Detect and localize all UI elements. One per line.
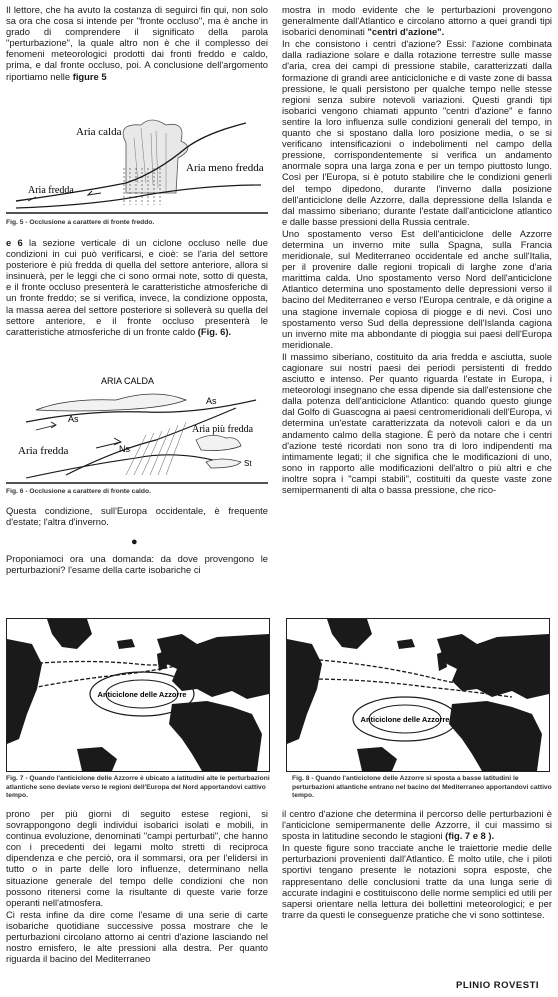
figure-ref: figure 5 — [72, 70, 107, 82]
label-less-cold-air: Aria meno fredda — [186, 162, 264, 174]
paragraph-text: la sezione verticale di un ciclone occluso nelle due condizioni in cui può verificarsi, e cioè: se l'aria del settore posteriore è più fredda di quella del settore anteriore, allora si insinuerà, per le leggi che ci sono ormai note, sotto di questa, e il fronte occluso presenterà le caratteristiche atmosferiche di un fronte freddo; se si verifica, invece, la condizione opposta, la massa aerea del settore posteriore si solleverà su quella del settore anteriore, e il fronte occluso presenterà le caratteristiche atmosferiche di un fronte caldo — [6, 237, 268, 337]
section-bullet: ● — [131, 536, 138, 548]
label-cold-air: Aria fredda — [18, 445, 69, 457]
figure-ref: e 6 — [6, 237, 23, 248]
author-signature: PLINIO ROVESTI — [456, 980, 540, 991]
figure-ref: (Fig. 6). — [197, 325, 232, 337]
figure-7-caption: Fig. 7 - Quando l'anticiclone delle Azzorre è ubicato a latitudini alte le perturbazioni atlantiche sono deviate verso le regioni dell'Europa del Nord apportandovi cattivo tempo. — [6, 775, 270, 800]
paragraph — [6, 4, 268, 82]
bottom-left-column — [6, 808, 268, 994]
left-column-mid — [6, 237, 268, 367]
left-column-top — [6, 4, 268, 114]
paragraph: In che consistono i centri d'azione? Essi: l'azione combinata dalla radiazione solare e dalla rotazione terrestre sulle masse d'aria, crea dei campi di pressione stabile, caratterizzati dalla formazione di grandi aree anticicloniche e di vaste zone di bassa pressione, le quali persistono per qualche tempo nelle stesse regioni senza subire notevoli variazioni. Questi grandi tipi isobarici vengono chiamati appunto "centri d'azione" e fanno sentire la loro influenza sulle condizioni generali del tempo, in quanto che si spostano dalla loro posizione media, o se si verificano intensificazioni o indebolimenti nel campo della pressione, corrispondentemente si verifica un andamento anormale sopra una larga zona e per un tempo piuttosto lungo. Così per l'Europa, si è potuto stabilire che le condizioni generli del tempo dipedono, durante l'inverno dalla posizione dell'anticiclone delle Azzorre, dalla depressione della Islanda e dal massimo siberiano; durante l'estate dall'anticiclone atlantico e dalle basse pressioni della Russia centrale. — [282, 38, 552, 227]
paragraph-text: il centro d'azione che determina il percorso delle perturbazioni è l'anticiclone semipermanente delle Azzorre, il cui massimo si sposta in latitudine secondo le stagioni — [282, 808, 552, 842]
label-as-right: As — [206, 396, 217, 406]
bottom-right-column — [282, 808, 552, 976]
figure-8-caption: Fig. 8 - Quando l'anticiclone delle Azzorre si sposta a basse latitudini le perturbazioni atlantiche entrano nel bacino del Mediterraneo apportandovi cattivo tempo. — [292, 775, 552, 800]
figure-5-caption: Fig. 5 - Occlusione a carattere di fronte freddo. — [6, 219, 155, 226]
right-column-top — [282, 4, 552, 604]
figure-ref: (fig. 7 e 8 ). — [445, 830, 495, 842]
figure-5-diagram — [6, 113, 268, 216]
paragraph-text: Il lettore, che ha avuto la costanza di seguirci fin qui, non solo sa ora che cosa si intende per "fronte occluso", ma è anche in grado di comprendere il significato della parola "perturbazione", la quale altro non è che il complesso dei fenomeni meteorologici prodotti dai fronti freddo e caldo, prima, e dal fronte occluso, poi. A conclusione dell'argomento riportiamo nelle — [6, 4, 268, 82]
figure-8-map — [286, 618, 550, 772]
paragraph — [282, 4, 552, 37]
anticyclone-label: Anticiclone delle Azzorre — [360, 715, 450, 724]
figure-6-diagram — [6, 370, 268, 490]
paragraph: Il massimo siberiano, costituito da aria fredda e asciutta, suole cagionare sui nostri paesi dei periodi persistenti di freddo asciutto e intenso. Per quanto riguarda l'estate in Europa, i meteorologi insegnano che essa dipende sia dall'estensione che dalla potenza dell'anticiclone Atlantico: quando questo giunge dal Golfo di Guascogna ai paesi centromeridionali dell'Europa, vi determina un'estate caratterizzata da notevoli calori e da un andamento calmo della stagione. È però da notare che i centri d'azione testé ricordati non sono tra di loro indipendenti ma intimamente legati; il che significa che le modificazioni di uno, sono in rapporto alle modificazioni dell'altro o più altri e che inoltre sopra i "campi stabili", costituiti da queste vaste zone semipermanenti di alta o bassa pressione, che rico- — [282, 350, 552, 496]
figure-7-map — [6, 618, 270, 772]
label-cold-air: Aria fredda — [28, 185, 74, 196]
label-as-left: As — [68, 414, 79, 424]
paragraph: Ci resta infine da dire come l'esame di una serie di carte isobariche quotidiane successive possa mostrare che le perturbazioni circolano attorno ai centri d'azione lasciando nel nostro emisfero, le alte pressioni alla destra. Per quanto riguarda il bacino del Mediterraneo — [6, 908, 268, 965]
paragraph: prono per più giorni di seguito estese regioni, si sovrappongono degli individui isobarici isolati e mobili, in continua evoluzione, denominati "campi perturbati", che hanno con i precedenti dei legami molto stretti di reciproca dipendenza e che perciò, ora il sommarsi, ora per l'elidersi in tutto o in parte delle loro influenze, determinano nella situazione generale del tempo delle condizioni che non possono ritenersi come la risultante di queste varie forze operanti nell'atmosfera. — [6, 808, 268, 908]
paragraph — [282, 808, 552, 841]
paragraph — [6, 237, 268, 337]
label-warm-air: ARIA CALDA — [101, 376, 155, 386]
label-st: St — [244, 459, 252, 468]
paragraph: Uno spostamento verso Est dell'anticiclone delle Azzorre determina un inverno mite sulla Spagna, sulla Francia meridionale, sul Mediterraneo occidentale ed anche sull'Italia, per il provenire dalle regioni tropicali di larghe zone d'aria marittima calda. Uno spostamento verso Nord dell'anticiclone Atlantico determina uno spostamento delle depressioni verso il bacino del Mediterraneo e verso l'Europa centrale, e dà origine a una stagione invernale copiosa di piogge e di nevi. Così uno spostamento verso Sud della depressione dell'Islanda cagiona un inverno mite ma abbondante di pioggia sui paesi dell'Europa meridionale. — [282, 227, 552, 350]
label-colder-air: Aria più fredda — [192, 424, 254, 435]
figure-6-caption: Fig. 6 - Occlusione a carattere di fronte caldo. — [6, 488, 151, 495]
bold-term: "centri d'azione". — [367, 26, 445, 38]
paragraph: Proponiamoci ora una domanda: da dove provengono le perturbazioni? l'esame della carte isobariche ci — [6, 553, 268, 576]
left-column-question — [6, 553, 268, 593]
label-ns: Ns — [119, 444, 130, 454]
paragraph: Questa condizione, sull'Europa occidentale, è frequente d'estate; l'altra d'inverno. — [6, 505, 268, 528]
paragraph: In queste figure sono tracciate anche le traiettorie medie delle perturbazioni provenienti dall'Atlantico. È molto utile, che i piloti sportivi tengano presente le notazioni sopra esposte, che rappresentano delle conclusioni tratte da una lunga serie di accurate indagini e costituiscono delle norme semplici ed utili per sapersi orientare nella lettura dei bollettini meteorologici; e per trarre da questi le conseguenze pratiche che vi sono sottintese. — [282, 842, 552, 920]
anticyclone-label: Anticiclone delle Azzorre — [97, 690, 187, 699]
label-warm-air: Aria calda — [76, 126, 122, 138]
paragraph-text: mostra in modo evidente che le perturbazioni provengono generalmente dall'Atlantico e circolano attorno a quei grandi tipi isobarici denominati — [282, 4, 552, 38]
